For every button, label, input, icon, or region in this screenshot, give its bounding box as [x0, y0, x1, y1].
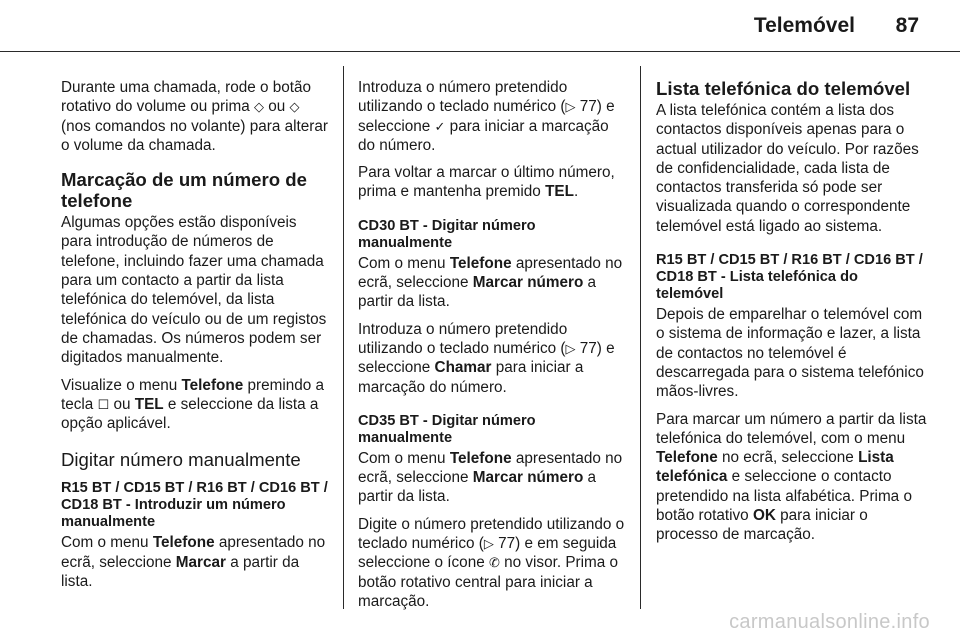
text: no ecrã, seleccione	[717, 449, 859, 467]
volume-up-icon: ◇	[254, 99, 265, 115]
menu-term: Marcar número	[472, 469, 584, 487]
button-term: TEL	[545, 183, 574, 201]
text: Introduza o número pretendido utilizando o teclado numérico (	[358, 320, 568, 357]
section-heading: Lista telefónica do telemóvel	[656, 78, 911, 99]
page-title: Telemóvel	[753, 14, 855, 37]
text: a partir da lista.	[358, 469, 597, 506]
subsection-heading: CD35 BT - Digitar número manualmente	[358, 412, 536, 446]
volume-down-icon: ◇	[289, 99, 300, 115]
check-icon: ✓	[434, 118, 446, 134]
page-ref-icon: ▷	[483, 536, 494, 552]
text: Digite o número pretendido utilizando o teclado numérico (	[358, 515, 625, 553]
menu-term: Marcar	[175, 553, 226, 571]
section-heading: Marcação de um número de telefone	[61, 169, 307, 212]
header-rule	[0, 51, 960, 52]
watermark: carmanualsonline.info	[729, 611, 930, 633]
paragraph	[358, 449, 626, 507]
text: .	[573, 183, 579, 201]
page-number: 87	[895, 14, 919, 37]
menu-term: Telefone	[449, 449, 512, 467]
paragraph: Depois de emparelhar o telemóvel com o sistema de informação e lazer, a lista de contactos no telemóvel é descarregada para o sistema telefónico mãos-livres.	[656, 306, 924, 401]
text: apresentado no ecrã, seleccione	[61, 534, 326, 571]
text: Com o menu	[358, 449, 450, 467]
paragraph	[61, 376, 329, 434]
page-header	[0, 0, 960, 52]
phone-icon: ✆	[488, 555, 500, 571]
text: Introduza o número pretendido utilizando o teclado numérico (	[358, 79, 568, 116]
text: ou	[264, 98, 290, 116]
text: apresentado no ecrã, seleccione	[358, 254, 623, 292]
text: para iniciar a marcação do número.	[358, 117, 609, 154]
menu-term: Chamar	[434, 359, 492, 377]
paragraph	[656, 410, 928, 545]
text: a partir da lista.	[61, 553, 300, 591]
menu-term: Marcar número	[472, 274, 584, 292]
text: Para voltar a marcar o último número, prima e mantenha premido	[358, 164, 615, 201]
text: 77) e seleccione	[358, 98, 615, 135]
menu-term: Lista telefónica	[656, 449, 894, 486]
text: apresentado no ecrã, seleccione	[358, 449, 623, 487]
column-2	[358, 78, 626, 619]
text: e seleccione o contacto pretendido na lista alfabética. Prima o botão rotativo	[656, 468, 912, 525]
column-divider	[640, 66, 641, 609]
text: e seleccione da lista a opção aplicável.	[61, 395, 319, 433]
paragraph	[358, 163, 626, 202]
text: premindo a tecla	[61, 376, 325, 413]
menu-term: Telefone	[181, 376, 244, 394]
text: 77) e em seguida seleccione o ícone	[358, 535, 617, 572]
text: a partir da lista.	[358, 274, 597, 311]
section-heading: Digitar número manualmente	[61, 449, 301, 471]
text: no visor. Prima o botão rotativo central para iniciar a marcação.	[358, 554, 619, 610]
text: 77) e seleccione	[358, 339, 615, 377]
paragraph	[358, 78, 626, 155]
button-term: OK	[752, 507, 776, 525]
menu-term: Telefone	[656, 449, 718, 467]
paragraph	[358, 254, 626, 312]
paragraph: A lista telefónica contém a lista dos contactos disponíveis apenas para o actual utilizador do veículo. Por razões de confidencialidade, cada lista de contactos transferida só pode ser visualizada quando o correspondente telemóvel está ligado ao sistema.	[656, 102, 919, 235]
text: Visualize o menu	[61, 376, 182, 394]
page-ref-icon: ▷	[565, 340, 576, 356]
text: Com o menu	[358, 254, 450, 272]
paragraph	[61, 533, 329, 591]
menu-term: Telefone	[152, 534, 215, 552]
column-3	[656, 78, 928, 553]
text: (nos comandos no volante) para alterar o volume da chamada.	[61, 117, 328, 154]
phone-key-icon: ☐	[97, 396, 110, 412]
subsection-heading: CD30 BT - Digitar número manualmente	[358, 217, 536, 251]
button-term: TEL	[134, 395, 164, 413]
subsection-heading: R15 BT / CD15 BT / R16 BT / CD16 BT / CD18 BT - Introduzir um número manualmente	[61, 480, 328, 531]
text: Com o menu	[61, 534, 153, 552]
text: para iniciar o processo de marcação.	[656, 507, 868, 544]
column-1	[61, 78, 329, 599]
text: ou	[109, 395, 135, 413]
column-divider	[343, 66, 344, 609]
paragraph	[358, 515, 626, 611]
text: Para marcar um número a partir da lista telefónica do telemóvel, com o menu	[656, 410, 927, 447]
paragraph: Algumas opções estão disponíveis para introdução de números de telefone, incluindo fazer uma chamada para um contacto a partir da lista telefónica do telemóvel, da lista telefónica do veículo ou de um registos de chamadas. Os números podem ser digitados manualmente.	[61, 214, 327, 367]
page-ref-icon: ▷	[565, 99, 576, 115]
paragraph	[61, 78, 329, 155]
text: Durante uma chamada, rode o botão rotativo do volume ou prima	[61, 79, 312, 116]
paragraph	[358, 320, 626, 397]
menu-term: Telefone	[449, 254, 512, 272]
subsection-heading: R15 BT / CD15 BT / R16 BT / CD16 BT / CD18 BT - Lista telefónica do telemóvel	[656, 252, 923, 303]
text: para iniciar a marcação do número.	[358, 359, 584, 396]
